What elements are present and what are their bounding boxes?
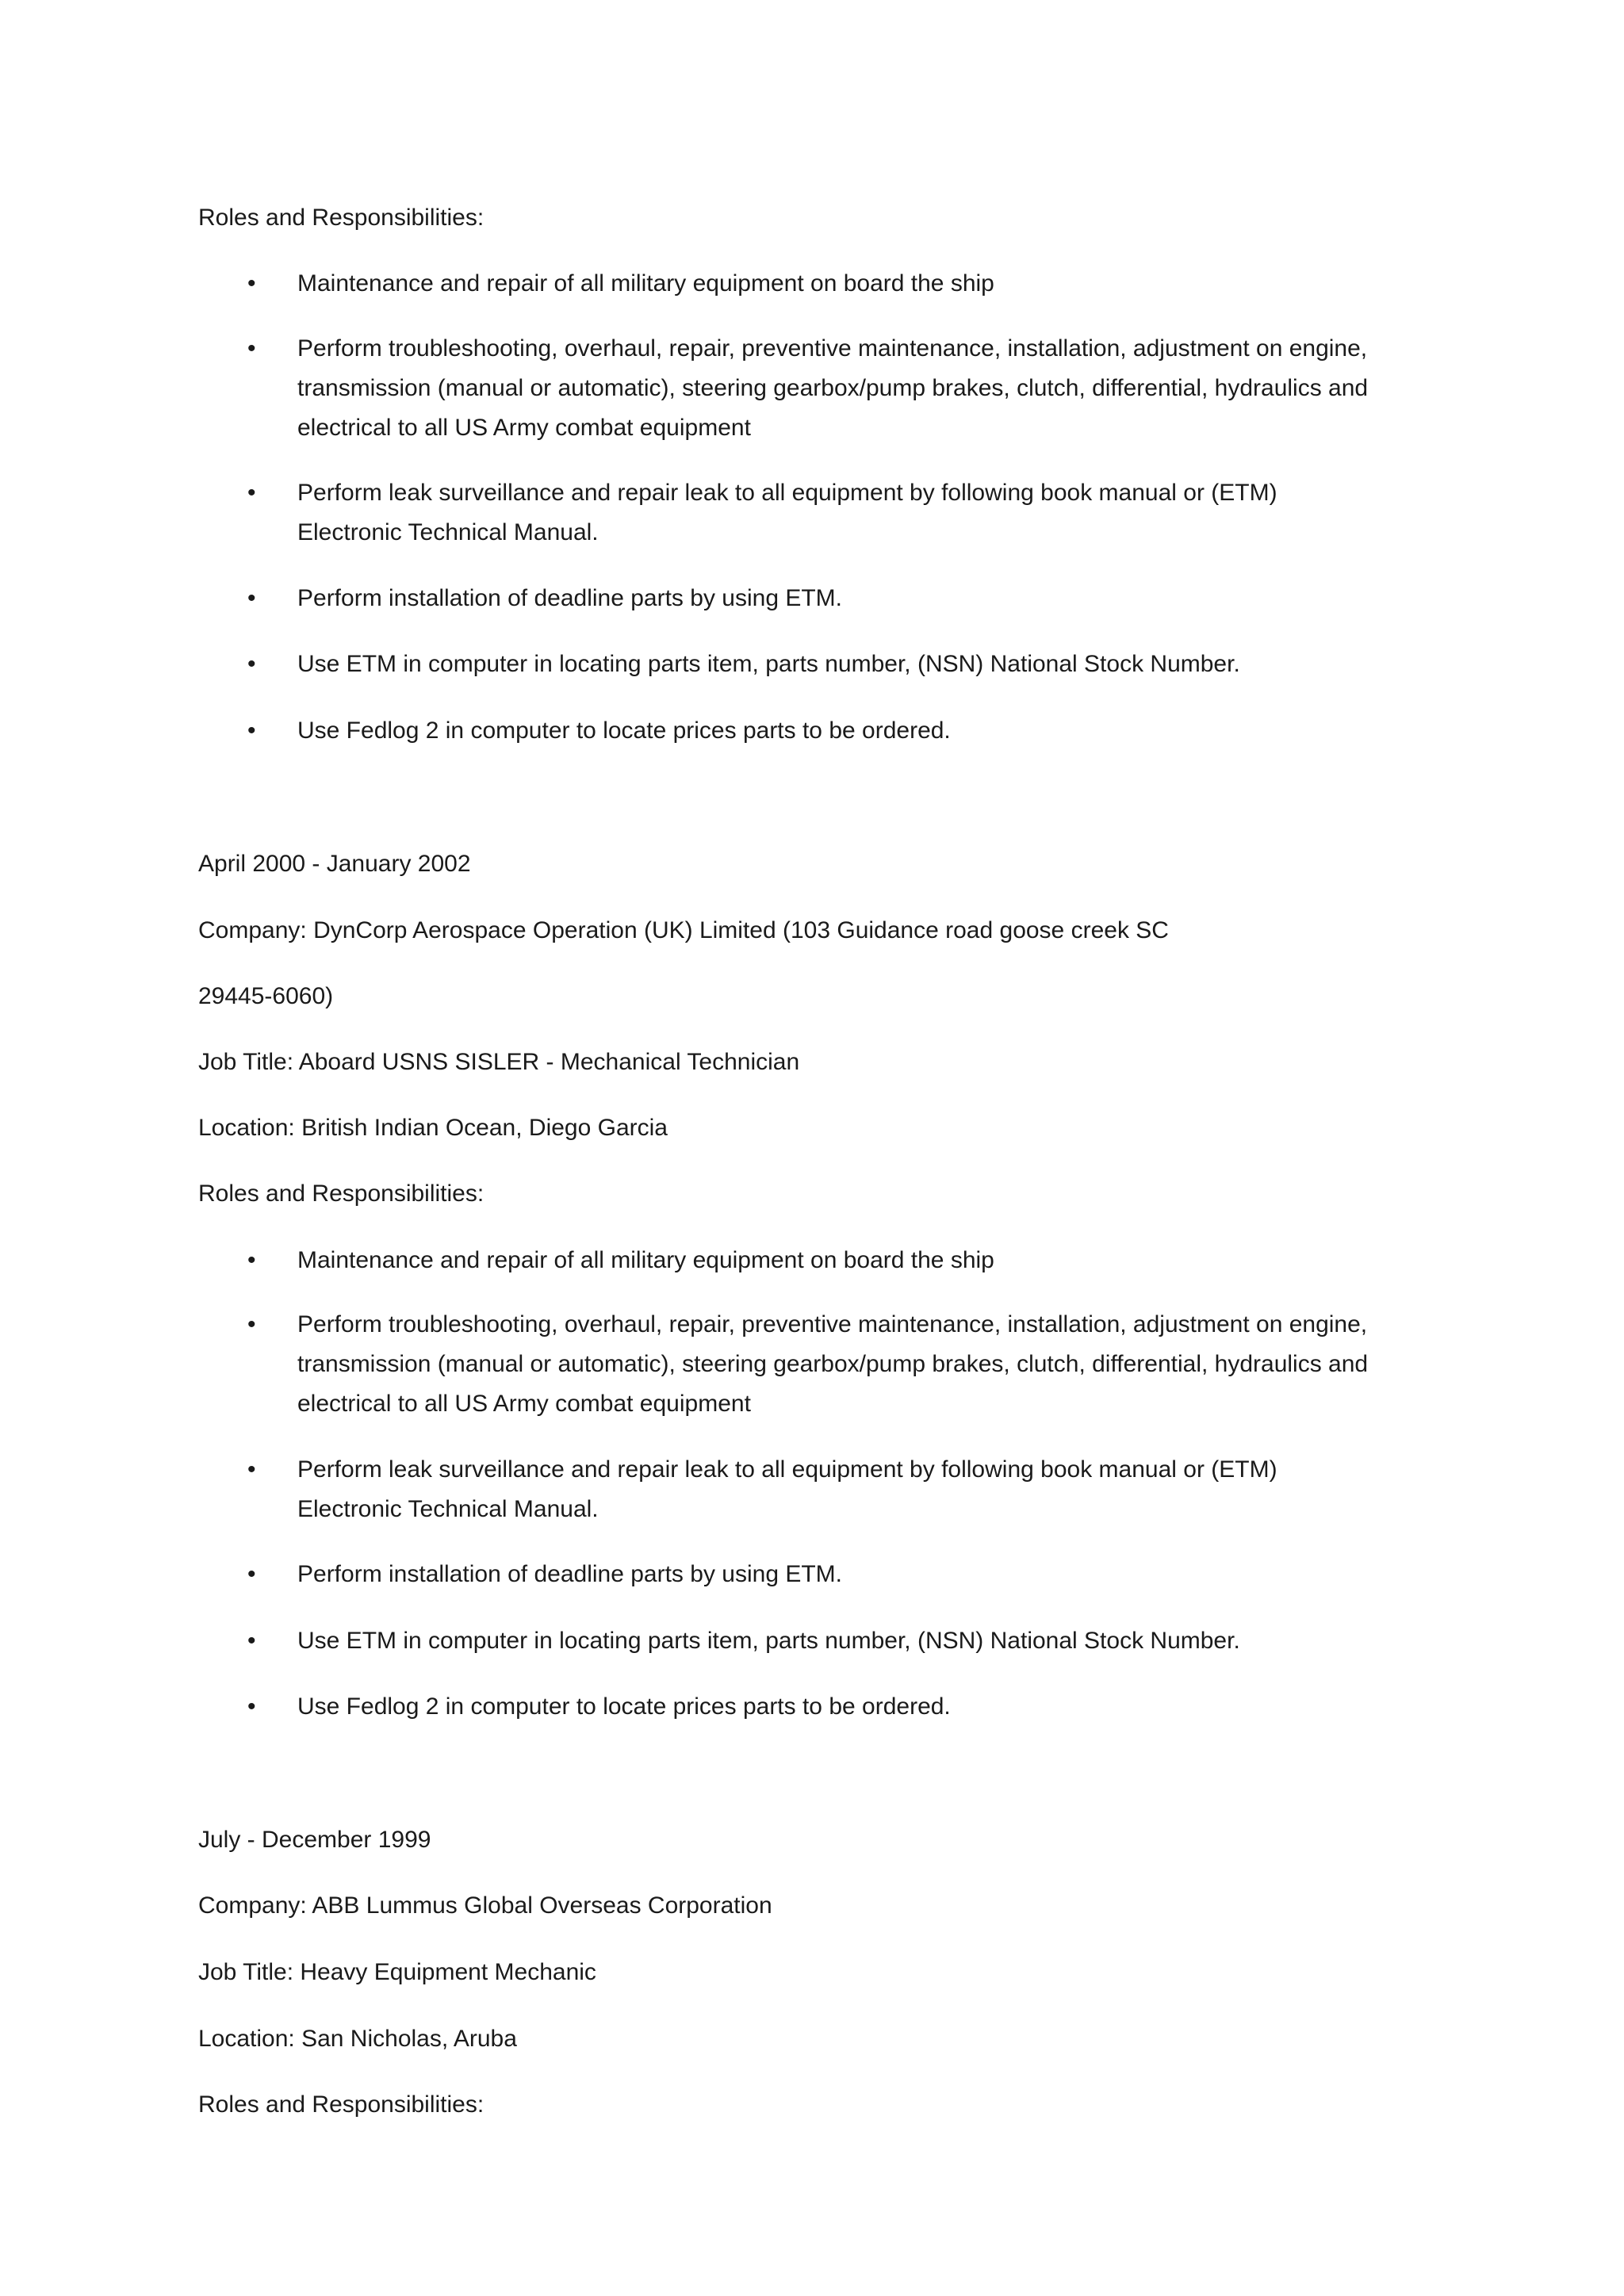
list-item-text: Perform leak surveillance and repair leak to all equipment by following book manual or (ETM) Electronic Technical Manual. xyxy=(297,1456,1277,1522)
bullet-icon: • xyxy=(247,585,256,611)
bullet-icon: • xyxy=(247,480,256,506)
list-item-text: Perform leak surveillance and repair leak to all equipment by following book manual or (ETM) Electronic Technical Manual. xyxy=(297,480,1277,545)
bullet-icon: • xyxy=(247,651,256,677)
roles-label: Roles and Responsibilities: xyxy=(198,1181,485,1207)
bullet-icon: • xyxy=(247,718,256,744)
employment-date: July - December 1999 xyxy=(198,1827,431,1853)
company-address-cont: 29445-6060) xyxy=(198,983,334,1009)
list-item-text: Use ETM in computer in locating parts item, parts number, (NSN) National Stock Number. xyxy=(297,1628,1240,1654)
job-location: Location: British Indian Ocean, Diego Garcia xyxy=(198,1115,668,1141)
employment-date: April 2000 - January 2002 xyxy=(198,851,471,877)
job-location: Location: San Nicholas, Aruba xyxy=(198,2026,517,2052)
list-item-text: Use Fedlog 2 in computer to locate prices parts to be ordered. xyxy=(297,718,951,744)
company-name: Company: DynCorp Aerospace Operation (UK) Limited (103 Guidance road goose creek SC xyxy=(198,917,1169,943)
list-item-text: Perform installation of deadline parts by using ETM. xyxy=(297,585,842,611)
bullet-icon: • xyxy=(247,335,256,362)
bullet-icon: • xyxy=(247,1311,256,1337)
roles-label: Roles and Responsibilities: xyxy=(198,2091,485,2118)
bullet-icon: • xyxy=(247,1456,256,1483)
bullet-icon: • xyxy=(247,1247,256,1273)
company-name: Company: ABB Lummus Global Overseas Corporation xyxy=(198,1892,772,1919)
bullet-icon: • xyxy=(247,1561,256,1587)
bullet-icon: • xyxy=(247,1628,256,1654)
list-item-text: Maintenance and repair of all military equipment on board the ship xyxy=(297,270,994,297)
list-item-text: Use Fedlog 2 in computer to locate prices parts to be ordered. xyxy=(297,1693,951,1720)
list-item-text: Perform troubleshooting, overhaul, repair, preventive maintenance, installation, adjustment on engine, transmission (manual or automatic), steering gearbox/pump brakes, clutch, differential, hydraulics and electrical to all US Army combat equipment xyxy=(297,335,1369,441)
bullet-icon: • xyxy=(247,270,256,297)
list-item-text: Use ETM in computer in locating parts item, parts number, (NSN) National Stock Number. xyxy=(297,651,1240,677)
roles-label: Roles and Responsibilities: xyxy=(198,205,485,231)
list-item-text: Perform installation of deadline parts by using ETM. xyxy=(297,1561,842,1587)
job-title: Job Title: Heavy Equipment Mechanic xyxy=(198,1959,596,1985)
bullet-icon: • xyxy=(247,1693,256,1720)
list-item-text: Perform troubleshooting, overhaul, repair, preventive maintenance, installation, adjustment on engine, transmission (manual or automatic), steering gearbox/pump brakes, clutch, differential, hydraulics and electrical to all US Army combat equipment xyxy=(297,1311,1369,1417)
job-title: Job Title: Aboard USNS SISLER - Mechanical Technician xyxy=(198,1049,800,1075)
list-item-text: Maintenance and repair of all military equipment on board the ship xyxy=(297,1247,994,1273)
